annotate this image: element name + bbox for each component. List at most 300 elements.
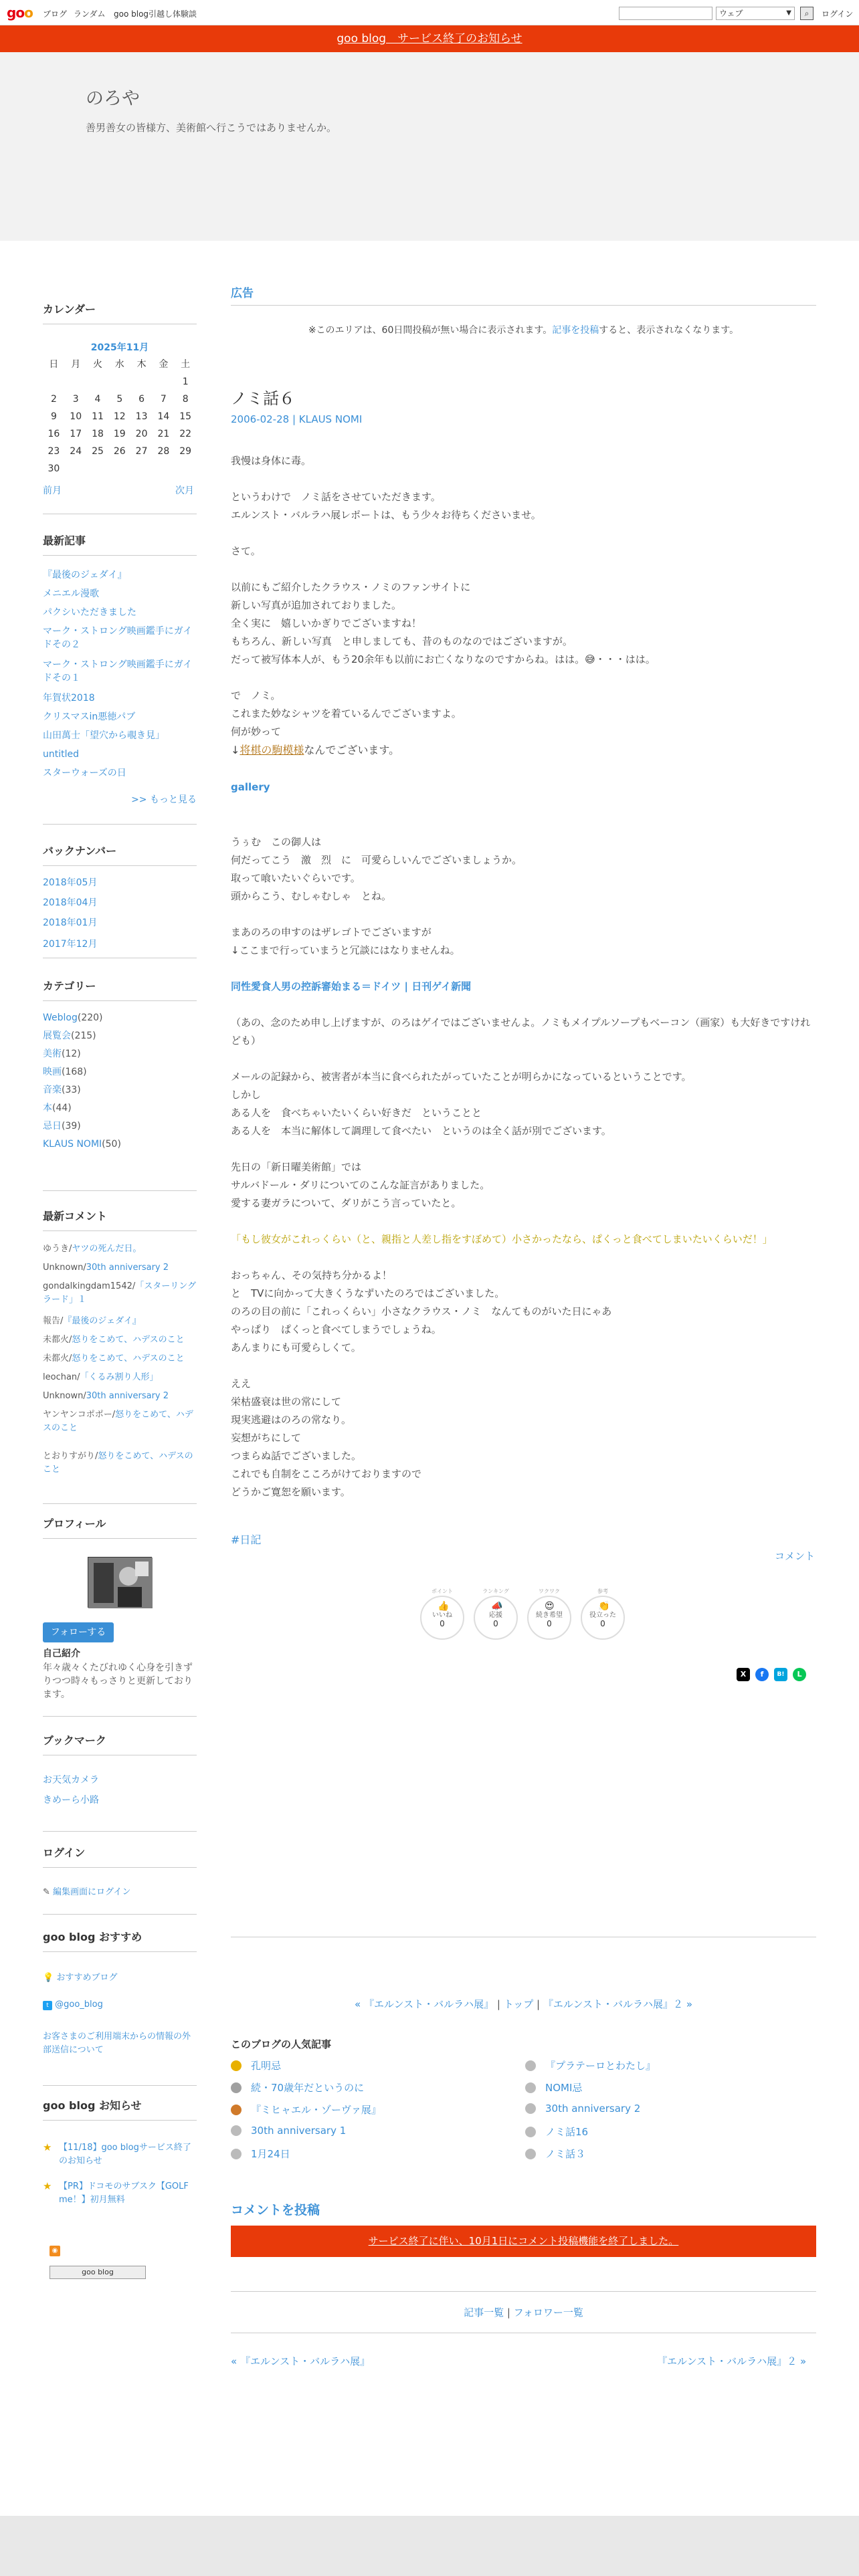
recent-comment-item: [43, 1390, 197, 1403]
recent-post-link[interactable]: スターウォーズの日: [43, 768, 126, 778]
reaction-count: 0: [493, 1619, 498, 1628]
divider: [43, 1867, 197, 1868]
calendar-week: [43, 408, 197, 425]
more-posts-link[interactable]: >> もっと見る: [131, 794, 197, 805]
follow-button[interactable]: フォローする: [43, 1622, 114, 1642]
star-icon: ★: [43, 2141, 52, 2153]
article-text: エルンスト・バルラハ展レポートは、もう少々お待ちくださいませ。: [231, 509, 541, 521]
thumbs-up-icon: 👍: [438, 1601, 450, 1612]
calendar-day: [108, 460, 130, 477]
recent-post-link[interactable]: 『最後のジェダイ』: [43, 570, 127, 580]
top-link[interactable]: トップ: [503, 1998, 534, 2010]
recent-comment-item: [43, 1450, 197, 1477]
article-text: だって被写体本人が、もう20余年も以前にお亡くなりなのですからね。はは。: [231, 653, 585, 665]
popular-item[interactable]: [231, 2080, 364, 2095]
calendar-day: 13: [135, 411, 148, 422]
category-link[interactable]: 忌日: [43, 1121, 62, 1132]
backnumber-link[interactable]: 2017年12月: [43, 939, 98, 948]
article-text: あんまりにも可愛らしくて。: [231, 1341, 361, 1354]
search-scope-select[interactable]: [716, 7, 795, 20]
calendar-prev-link[interactable]: 前月: [43, 486, 62, 496]
search-scope-value: ウェブ: [719, 9, 743, 18]
category-item[interactable]: [43, 1138, 197, 1151]
comment-user: Unknown/: [43, 1391, 86, 1401]
article-text: うぅむ この御人は: [231, 836, 322, 848]
gallery-link[interactable]: gallery: [231, 781, 270, 793]
article-text: やっぱり ぱくっと食べてしまうでしょうね。: [231, 1323, 442, 1335]
calendar-day: 12: [113, 411, 126, 422]
calendar-weeks: [43, 373, 197, 477]
reaction-useful-button[interactable]: [581, 1588, 625, 1640]
article-text: 全く実に 嬉しいかぎりでございますね！: [231, 617, 422, 629]
footer: [0, 2516, 859, 2576]
article-text: おっちゃん、その気持ち分かるよ！: [231, 1269, 392, 1281]
popular-link[interactable]: 『プラテーロとわたし』: [545, 2060, 656, 2072]
backnumber-list: [43, 876, 197, 948]
ad-text: すると、表示されなくなります。: [599, 325, 739, 336]
calendar-weekdays: [43, 356, 197, 373]
shogi-link[interactable]: 将棋の駒模様: [240, 744, 304, 756]
article-text: 妄想がちにして: [231, 1432, 302, 1444]
calendar-next-link[interactable]: 次月: [175, 486, 194, 496]
recommend-item[interactable]: [43, 1970, 117, 1983]
recent-post-link[interactable]: クリスマスin悪徳パブ: [43, 712, 136, 722]
reaction-count: 0: [440, 1619, 445, 1628]
calendar-day: [87, 373, 109, 391]
calendar-day: [175, 460, 197, 477]
calendar-day: 1: [182, 377, 189, 387]
share-x-icon[interactable]: X: [737, 1668, 750, 1681]
down-arrow-text: ↓: [231, 744, 240, 756]
top-bar: [0, 0, 859, 25]
share-facebook-icon[interactable]: f: [755, 1668, 769, 1681]
rss-icon[interactable]: ◉: [50, 2246, 60, 2256]
recent-comment-item: [43, 1371, 197, 1384]
crown-bronze-icon: [231, 2105, 242, 2115]
comment-post-link[interactable]: 「スターリングラード」１: [43, 1281, 197, 1305]
article-text: というわけで ノミ話をさせていただきます。: [231, 491, 441, 503]
comment-user: leochan/: [43, 1372, 80, 1382]
comment-user: とおりすがり/: [43, 1451, 98, 1461]
article-text: ええ: [231, 1378, 252, 1390]
calendar-day: 24: [70, 446, 82, 457]
blog-title[interactable]: のろや: [86, 88, 140, 109]
article-text: 何が妙って: [231, 726, 282, 738]
next-article-link[interactable]: 『エルンスト・バルラハ展』２ »: [543, 1998, 692, 2010]
article-text-row: [231, 741, 399, 759]
crown-silver-icon: [231, 2082, 242, 2093]
calendar-day: 11: [92, 411, 104, 422]
toplink-blog[interactable]: ブログ: [43, 9, 68, 19]
category-count: (44): [52, 1103, 72, 1113]
article-text: これでも自制をこころがけておりますので: [231, 1468, 422, 1480]
popular-item[interactable]: [231, 2125, 346, 2137]
recent-post-link[interactable]: パクシいただきました: [43, 607, 136, 618]
backnumber-link[interactable]: 2018年04月: [43, 897, 98, 908]
chevron-down-icon: ▼: [786, 9, 791, 17]
article-text: なんでございます。: [304, 744, 400, 756]
notice-link[interactable]: 【11/18】goo blogサービス終了のお知らせ: [59, 2143, 191, 2166]
category-item[interactable]: [43, 1047, 197, 1061]
article-text: さて。: [231, 545, 261, 557]
article-text: しかし: [231, 1089, 262, 1101]
avatar-image: [88, 1558, 153, 1608]
weekday: 火: [92, 359, 102, 370]
calendar-day: 2: [50, 394, 57, 405]
share-hatena-icon[interactable]: B!: [774, 1668, 787, 1681]
service-end-banner: [0, 25, 859, 52]
goo-logo[interactable]: goo: [7, 5, 33, 21]
calendar-day: 9: [50, 411, 57, 422]
calendar-day: 29: [179, 446, 192, 457]
recent-post-link[interactable]: 年賀状2018: [43, 693, 95, 704]
popular-item[interactable]: [525, 2147, 585, 2161]
calendar-day: 27: [135, 446, 148, 457]
twitter-icon: t: [43, 2001, 52, 2010]
calendar-day: 8: [182, 394, 189, 405]
calendar-day: [43, 373, 65, 391]
article-text: 取って喰いたいぐらいです。: [231, 872, 361, 884]
article-text: で ノミ。: [231, 689, 281, 702]
recent-posts-heading: 最新記事: [43, 534, 86, 547]
rank-dot-icon: [231, 2125, 242, 2136]
recent-post-link[interactable]: マーク・ストロング映画鑑手にガイドその１: [43, 659, 193, 683]
category-link[interactable]: 展覧会: [43, 1031, 71, 1041]
search-button[interactable]: [800, 7, 814, 20]
article-text: （あの、念のため申し上げますが、のろはゲイではございませんよ。ノミもメイプルソープもベーコン（画家）も大好きですけれども）: [231, 1016, 811, 1047]
article-text: 頭からこう、むしゃむしゃ とね。: [231, 890, 392, 902]
article-text: ↓ここまで行っていまうと冗談にはなりませんね。: [231, 944, 460, 956]
comment-link[interactable]: コメント: [775, 1550, 816, 1562]
article-category-link[interactable]: KLAUS NOMI: [298, 413, 363, 425]
comment-post-link[interactable]: 『最後のジェダイ』: [63, 1316, 141, 1326]
spacer: [231, 2006, 816, 2007]
rank-dot-icon: [525, 2082, 536, 2093]
intro-heading: 自己紹介: [43, 1648, 80, 1659]
article-meta: [231, 413, 362, 425]
recent-post-link[interactable]: 山田萬士「望穴から覗き見」: [43, 730, 165, 741]
backnumber-link[interactable]: 2018年05月: [43, 877, 98, 888]
comment-post-link[interactable]: 「くるみ割り人形」: [80, 1372, 159, 1382]
bottom-prev-link[interactable]: « 『エルンスト・バルラハ展』: [231, 2355, 371, 2367]
popular-item[interactable]: [525, 2058, 656, 2072]
news-link[interactable]: 同性愛食人男の控訴審始まる＝ドイツ: [231, 980, 401, 992]
article-text: どうかご寛恕を願います。: [231, 1486, 351, 1498]
intro-text: 年々歳々くたびれゆく心身を引きずりつつ時々もっさりと更新しております。: [43, 1662, 193, 1700]
popular-link[interactable]: 30th anniversary 2: [545, 2103, 641, 2115]
article-text: 以前にもご紹介したクラウス・ノミのファンサイトに: [231, 581, 471, 593]
recent-comment-item: [43, 1408, 197, 1435]
calendar-day: 21: [157, 429, 170, 439]
weekday: 月: [71, 359, 81, 370]
comment-user: 報告/: [43, 1316, 64, 1326]
comment-post-link[interactable]: 怒りをこめて、ハデスのこと: [43, 1410, 193, 1433]
article-text-row: [231, 651, 656, 669]
category-link[interactable]: Weblog: [43, 1012, 78, 1023]
goo-blog-badge[interactable]: goo blog: [50, 2266, 146, 2279]
divider: [43, 865, 197, 866]
category-count: (39): [62, 1121, 81, 1132]
article-text: 先日の「新日曜美術館」では: [231, 1161, 362, 1173]
comment-post-link[interactable]: 怒りをこめて、ハデスのこと: [72, 1335, 185, 1345]
edit-login-row[interactable]: [43, 1885, 130, 1897]
recommend-item[interactable]: [43, 2000, 103, 2010]
article-text: 栄枯盛衰は世の常にして: [231, 1396, 342, 1408]
category-item[interactable]: [43, 1119, 197, 1133]
backnumber-link[interactable]: 2018年01月: [43, 918, 98, 928]
divider: [43, 555, 197, 556]
category-item[interactable]: [43, 1029, 197, 1043]
link-separator: |: [401, 980, 412, 992]
recent-comment-item: [43, 1261, 197, 1275]
comment-closed-banner: [231, 2226, 816, 2257]
rank-dot-icon: [525, 2127, 536, 2137]
popular-link[interactable]: ノミ話３: [545, 2148, 586, 2160]
article-text: メールの記録から、被害者が本当に食べられたがっていたことが明らかになっているということです。: [231, 1071, 692, 1083]
popular-link[interactable]: 『ミヒャエル・ゾーヴァ展』: [251, 2104, 381, 2116]
profile-avatar: [88, 1557, 152, 1608]
recommend-link[interactable]: お客さまのご利用端末からの情報の外部送信について: [43, 2032, 191, 2055]
comment-closed-link[interactable]: サービス終了に伴い、10月1日にコメント投稿機能を終了しました。: [368, 2235, 679, 2247]
calendar-day: 23: [47, 446, 60, 457]
comment-post-link[interactable]: 怒りをこめて、ハデスのこと: [72, 1354, 185, 1364]
calendar-day: 14: [157, 411, 170, 422]
article-text: 何だってこう 激 烈 に 可愛らしいんでございましょうか。: [231, 854, 522, 866]
category-item[interactable]: [43, 1101, 197, 1115]
calendar-day: 28: [157, 446, 170, 457]
lightbulb-icon: 💡: [43, 1973, 54, 1983]
divider: [43, 1538, 197, 1539]
recent-post-link[interactable]: メニエル漫歌: [43, 588, 99, 599]
comment-user: 未都火/: [43, 1354, 72, 1364]
category-count: (168): [62, 1067, 87, 1077]
reaction-count: 0: [547, 1619, 552, 1628]
calendar-day: 19: [113, 429, 126, 439]
search-input[interactable]: [619, 7, 712, 20]
popular-item[interactable]: [231, 2058, 281, 2072]
calendar-day: 16: [47, 429, 60, 439]
article-text: まあのろの申すのはザレゴトでございますが: [231, 926, 432, 938]
weekday: 金: [159, 359, 169, 370]
calendar-day: 26: [113, 446, 126, 457]
calendar-day: 22: [179, 429, 192, 439]
categories-heading: カテゴリー: [43, 980, 96, 992]
reaction-label: 続き希望: [536, 1612, 563, 1619]
reaction-like-button[interactable]: [420, 1588, 464, 1640]
divider: [43, 2120, 197, 2121]
popular-link[interactable]: 孔明忌: [251, 2060, 282, 2072]
calendar-day: 6: [138, 394, 145, 405]
article-text: 愛する妻ガラについて、ダリがこう言っていたと。: [231, 1197, 462, 1209]
article-title: ノミ話６: [231, 389, 295, 408]
popular-item[interactable]: [525, 2103, 640, 2115]
calendar-day: [153, 373, 175, 391]
category-count: (50): [102, 1139, 121, 1150]
login-link[interactable]: ログイン: [822, 9, 854, 19]
category-link[interactable]: 本: [43, 1103, 52, 1113]
calendar-day: 5: [116, 394, 123, 405]
calendar-day: 3: [72, 394, 79, 405]
toplink-random[interactable]: ランダム: [74, 9, 106, 19]
comment-user: ゆうき/: [43, 1244, 72, 1254]
article-date: 2006-02-28: [231, 413, 290, 425]
share-line-icon[interactable]: L: [793, 1668, 806, 1681]
recommend-link[interactable]: @goo_blog: [55, 2000, 103, 2010]
ad-text: ※このエリアは、60日間投稿が無い場合に表示されます。: [308, 325, 553, 336]
blog-description: 善男善女の皆様方、美術館へ行こうではありませんか。: [86, 122, 337, 134]
comment-post-link[interactable]: 30th anniversary 2: [86, 1391, 169, 1401]
calendar-week: [43, 425, 197, 443]
recent-comment-item: [43, 1280, 197, 1307]
popular-link[interactable]: 1月24日: [251, 2148, 290, 2160]
category-item[interactable]: [43, 1011, 197, 1025]
article-text: つまらぬ話でございました。: [231, 1450, 362, 1462]
comment-post-link[interactable]: ヤツの死んだ日。: [72, 1244, 142, 1254]
comment-post-link[interactable]: 30th anniversary 2: [86, 1263, 169, 1273]
calendar-day: [87, 460, 109, 477]
article-text: もちろん、新しい写真 と申しましても、昔のものなのではございますが。: [231, 635, 573, 647]
category-count: (215): [71, 1031, 96, 1041]
calendar-day: 30: [47, 463, 60, 474]
comment-user: Unknown/: [43, 1263, 86, 1273]
article-text: ある人を 食べちゃいたいくらい好きだ ということと: [231, 1107, 482, 1119]
article-text: サルバドール・ダリについてのこんな証言がありました。: [231, 1179, 490, 1191]
article-nav: « 『エルンスト・バルラハ展』 | トップ | 『エルンスト・バルラハ展』２ »: [355, 1998, 692, 2010]
dali-quote: 「もし彼女がこれっくらい（と、親指と人差し指をすぼめて）小さかったなら、ぱくっと食べてしまいたいくらいだ！」: [231, 1233, 773, 1245]
popular-heading: このブログの人気記事: [231, 2038, 332, 2050]
rank-dot-icon: [231, 2149, 242, 2159]
category-item[interactable]: [43, 1065, 197, 1079]
bookmark-link[interactable]: きめーら小路: [43, 1795, 99, 1806]
bottom-next-link[interactable]: 『エルンスト・バルラハ展』２ »: [657, 2355, 807, 2367]
recent-post-link[interactable]: untitled: [43, 749, 80, 760]
reaction-tag: ランキング: [482, 1588, 509, 1594]
recent-comment-item: [43, 1333, 197, 1347]
follower-list-link[interactable]: フォロワー一覧: [513, 2306, 583, 2319]
category-item[interactable]: [43, 1083, 197, 1097]
divider: [43, 1230, 197, 1231]
category-link[interactable]: KLAUS NOMI: [43, 1139, 102, 1150]
notice-link[interactable]: 【PR】ドコモのサブスク【GOLF me！】初月無料: [59, 2181, 189, 2205]
divider: [231, 305, 816, 306]
reaction-cheer-button[interactable]: [474, 1588, 518, 1640]
notices-heading: goo blog お知らせ: [43, 2099, 142, 2112]
article-links-row: [231, 978, 471, 996]
calendar-day: 4: [94, 394, 101, 405]
calendar-day: 10: [70, 411, 82, 422]
weekday: 木: [136, 359, 147, 370]
popular-link[interactable]: ノミ話16: [545, 2126, 589, 2138]
popular-item[interactable]: [231, 2103, 381, 2117]
heart-eyes-icon: 😍: [545, 1601, 555, 1612]
comment-user: 未都火/: [43, 1335, 72, 1345]
recommend-heading: goo blog おすすめ: [43, 1931, 142, 1943]
rank-dot-icon: [525, 2149, 536, 2159]
blog-header: [0, 52, 859, 241]
bookmark-link[interactable]: お天気カメラ: [43, 1775, 99, 1786]
reaction-tag: ワクワク: [539, 1588, 560, 1594]
reaction-more-button[interactable]: [527, 1588, 571, 1640]
recent-comments-heading: 最新コメント: [43, 1210, 108, 1222]
calendar-day: 7: [160, 394, 167, 405]
category-count: (33): [62, 1085, 81, 1095]
article-text: これまた妙なシャツを着ているんでございますよ。: [231, 708, 462, 720]
laughing-emoji-icon: 😅: [585, 653, 595, 665]
prev-article-link[interactable]: « 『エルンスト・バルラハ展』: [355, 1998, 494, 2010]
popular-item[interactable]: [525, 2125, 588, 2139]
rank-dot-icon: [525, 2060, 536, 2071]
calendar-day: 15: [179, 411, 192, 422]
calendar-week: [43, 373, 197, 391]
category-link[interactable]: 音楽: [43, 1085, 62, 1095]
calendar-week: [43, 460, 197, 477]
reaction-label: 応援: [489, 1612, 502, 1619]
comment-post-link[interactable]: 怒りをこめて、ハデスのこと: [43, 1451, 193, 1475]
recent-post-link[interactable]: マーク・ストロング映画鑑手にガイドその２: [43, 626, 193, 650]
article-text: 我慢は身体に毒。: [231, 455, 312, 467]
comment-post-heading: コメントを投稿: [231, 2203, 320, 2218]
login-heading: ログイン: [43, 1846, 86, 1859]
article-list-link[interactable]: 記事一覧: [464, 2306, 504, 2319]
divider: [43, 1951, 197, 1952]
comment-user: ヤンヤンコポポー/: [43, 1410, 116, 1420]
ad-heading: 広告: [231, 287, 254, 300]
divider: [43, 1914, 197, 1915]
popular-link[interactable]: NOMI忌: [545, 2082, 583, 2094]
calendar-day: [65, 460, 87, 477]
toplink-migration[interactable]: goo blog引越し体験談: [114, 9, 197, 19]
category-link[interactable]: 映画: [43, 1067, 62, 1077]
reaction-label: いいね: [432, 1612, 452, 1619]
divider: [43, 2085, 197, 2086]
divider: [43, 1831, 197, 1832]
recommend-link[interactable]: おすすめブログ: [56, 1973, 118, 1983]
edit-login-link[interactable]: 編集画面にログイン: [53, 1887, 131, 1897]
recent-comment-item: [43, 1315, 197, 1328]
popular-item[interactable]: [525, 2080, 582, 2095]
popular-link[interactable]: 30th anniversary 1: [251, 2125, 347, 2137]
weekday: 水: [114, 359, 124, 370]
crown-gold-icon: [231, 2060, 242, 2071]
category-link[interactable]: 美術: [43, 1049, 62, 1059]
megaphone-icon: 📣: [491, 1601, 503, 1612]
weekday: 土: [181, 359, 191, 370]
article-text: ある人を 本当に解体して調理して食べたい というのは全く話が別でございます。: [231, 1125, 611, 1137]
article-text: 現実逃避はのろの常なり。: [231, 1414, 352, 1426]
calendar-month: 2025年11月: [90, 342, 149, 353]
popular-link[interactable]: 続・70歳年だというのに: [251, 2082, 365, 2094]
article-text: と TVに向かって大きくうなずいたのろではございました。: [231, 1287, 505, 1299]
profile-heading: プロフィール: [43, 1517, 106, 1530]
reaction-label: 役立った: [589, 1612, 616, 1619]
article-text: 新しい写真が追加されておりました。: [231, 599, 402, 611]
search-icon: ⌕: [804, 9, 809, 18]
article-text: のろの目の前に「これっくらい」小さなクラウス・ノミ なんてものがいた日にゃあ: [231, 1305, 612, 1317]
gay-news-link[interactable]: 日刊ゲイ新聞: [411, 980, 472, 992]
divider: [43, 1000, 197, 1001]
post-article-link[interactable]: 記事を投稿: [552, 325, 599, 336]
clap-icon: 👏: [598, 1601, 610, 1612]
tag-link[interactable]: #日記: [231, 1533, 262, 1546]
service-end-link[interactable]: goo blog サービス終了のお知らせ: [337, 32, 522, 45]
reaction-tag: 参考: [597, 1588, 608, 1594]
popular-item[interactable]: [231, 2147, 290, 2161]
calendar-day: [108, 373, 130, 391]
calendar-day: [130, 373, 153, 391]
recent-comment-item: [43, 1243, 197, 1256]
calendar-week: [43, 391, 197, 408]
calendar-day: 17: [70, 429, 82, 439]
